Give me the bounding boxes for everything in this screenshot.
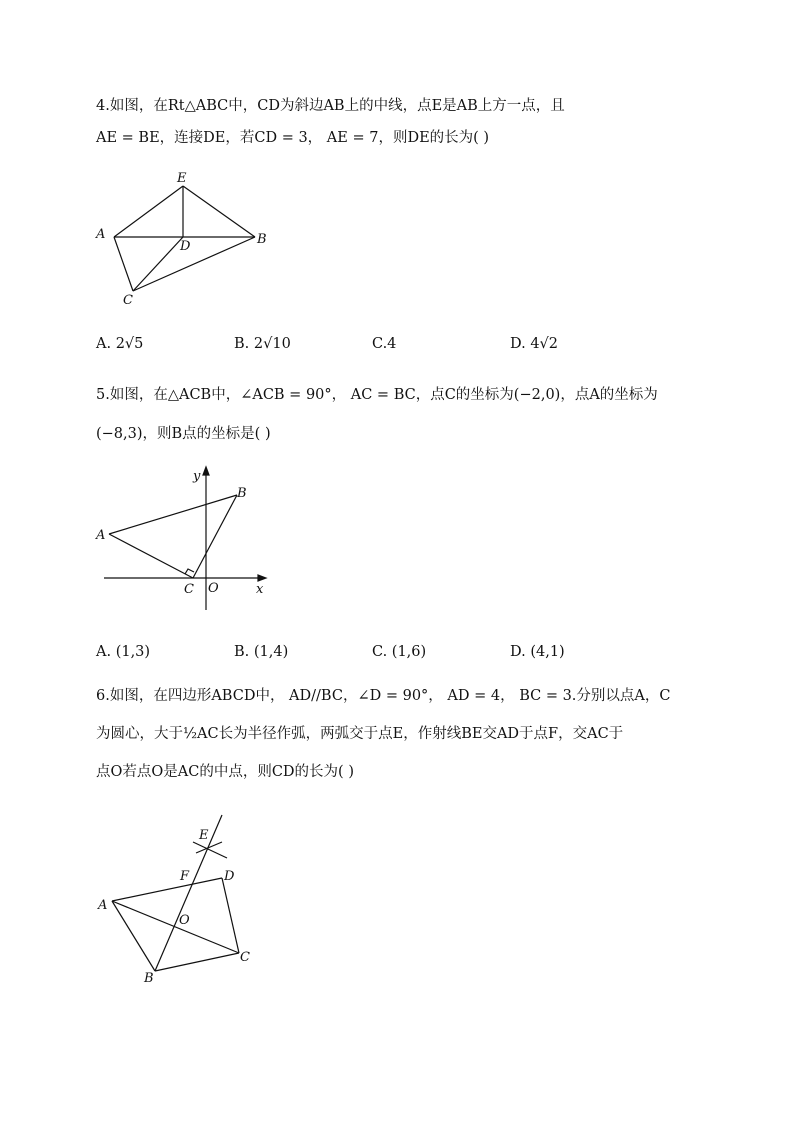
q6-edge-dc [222, 878, 239, 953]
q6-text-line3: 点O若点O是AC的中点，则CD的长为( ) [96, 764, 354, 780]
q5-option-a[interactable]: A. (1,3) [96, 644, 151, 660]
q6-diagonal-ac [112, 901, 239, 953]
q4-text-line2: AE = BE，连接DE，若CD = 3， AE = 7，则DE的长为( ) [96, 130, 490, 146]
q4-label-b: B [257, 232, 267, 247]
q6-label-d: D [224, 869, 235, 884]
q4-label-e: E [177, 171, 187, 186]
q6-edge-ad [112, 878, 222, 901]
q5-text-line1: 5.如图，在△ACB中，∠ACB = 90°， AC = BC，点C的坐标为(−2,0)，点A的坐标为 [96, 387, 658, 403]
q5-label-b: B [237, 486, 247, 501]
q5-option-b[interactable]: B. (1,4) [234, 644, 289, 660]
q5-label-y: y [193, 469, 201, 484]
q4-option-b[interactable]: B. 2√10 [234, 336, 291, 352]
q6-label-f: F [180, 869, 190, 884]
q6-arc-mark-2 [196, 842, 222, 853]
q4-text-line1: 4.如图，在Rt△ABC中，CD为斜边AB上的中线，点E是AB上方一点，且 [96, 98, 565, 114]
q6-edge-cb [155, 953, 239, 971]
q5-text-line2: (−8,3)，则B点的坐标是( ) [96, 426, 271, 442]
q6-label-o: O [179, 913, 190, 928]
q5-option-c[interactable]: C. (1,6) [372, 644, 427, 660]
q5-label-a: A [96, 528, 106, 543]
q6-label-c: C [240, 950, 250, 965]
q6-text-line1: 6.如图，在四边形ABCD中， AD//BC，∠D = 90°， AD = 4， BC = 3.分别以点A，C [96, 688, 671, 704]
q6-ray-be [155, 815, 222, 971]
q6-label-e: E [199, 828, 209, 843]
q5-label-c: C [184, 582, 194, 597]
q6-label-b: B [144, 971, 154, 986]
q6-label-a: A [98, 898, 108, 913]
q4-label-c: C [123, 293, 133, 308]
q4-option-c[interactable]: C.4 [372, 336, 397, 352]
q4-label-d: D [180, 239, 191, 254]
q5-label-o: O [208, 581, 219, 596]
q4-label-a: A [96, 227, 106, 242]
q6-edge-ba [112, 901, 155, 971]
q6-text-line2: 为圆心，大于½AC长为半径作弧，两弧交于点E，作射线BE交AD于点F，交AC于 [96, 726, 624, 742]
q5-label-x: x [256, 582, 264, 597]
q4-option-a[interactable]: A. 2√5 [96, 336, 144, 352]
q5-option-d[interactable]: D. (4,1) [510, 644, 565, 660]
q4-option-d[interactable]: D. 4√2 [510, 336, 559, 352]
